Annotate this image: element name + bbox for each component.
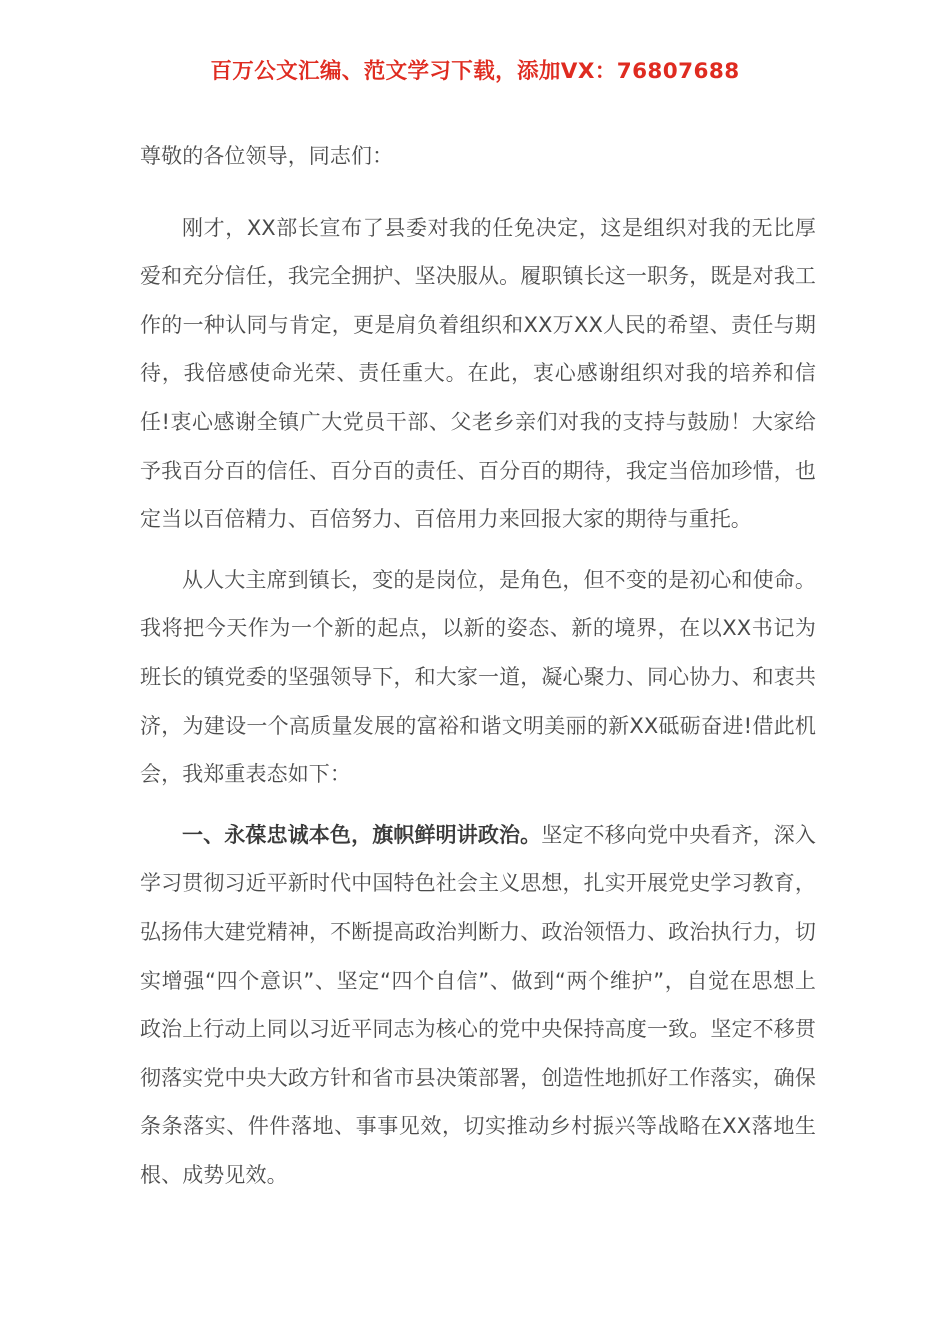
- section-1: [140, 811, 816, 1200]
- paragraph-2: 从人大主席到镇长，变的是岗位，是角色，但不变的是初心和使命。我将把今天作为一个新的起点，以新的姿态、新的境界，在以XX书记为班长的镇党委的坚强领导下，和大家一道，凝心聚力、同心协力、和衷共济，为建设一个高质量发展的富裕和谐文明美丽的新XX砥砺奋进!借此机会，我郑重表态如下：: [140, 567, 816, 787]
- section-1-text: 坚定不移向党中央看齐，深入学习贯彻习近平新时代中国特色社会主义思想，扎实开展党史学习教育，弘扬伟大建党精神，不断提高政治判断力、政治领悟力、政治执行力，切实增强“四个意识”、坚定“四个自信”、做到“两个维护”，自觉在思想上政治上行动上同以习近平同志为核心的党中央保持高度一致。坚定不移贯彻落实党中央大政方针和省市县决策部署，创造性地抓好工作落实，确保条条落实、件件落地、事事见效，切实推动乡村振兴等战略在XX落地生根、成势见效。: [140, 822, 816, 1187]
- promo-watermark-header: 百万公文汇编、范文学习下载，添加VX：76807688: [210, 59, 740, 84]
- salutation-line: 尊敬的各位领导，同志们：: [140, 144, 394, 168]
- section-1-heading: 一、永葆忠诚本色，旗帜鲜明讲政治。: [182, 822, 542, 847]
- spacer-after-salutation: [140, 192, 816, 204]
- paragraph-1: 刚才，XX部长宣布了县委对我的任免决定，这是组织对我的无比厚爱和充分信任，我完全拥护、坚决服从。履职镇长这一职务，既是对我工作的一种认同与肯定，更是肩负着组织和XX万XX人民的希望、责任与期待，我倍感使命光荣、责任重大。在此，衷心感谢组织对我的培养和信任!衷心感谢全镇广大党员干部、父老乡亲们对我的支持与鼓励！大家给予我百分百的信任、百分百的责任、百分百的期待，我定当倍加珍惜，也定当以百倍精力、百倍努力、百倍用力来回报大家的期待与重托。: [140, 215, 816, 532]
- document-body: [140, 132, 816, 1199]
- spacer-after-paragraph-2: [140, 799, 816, 811]
- spacer-after-paragraph-1: [140, 544, 816, 556]
